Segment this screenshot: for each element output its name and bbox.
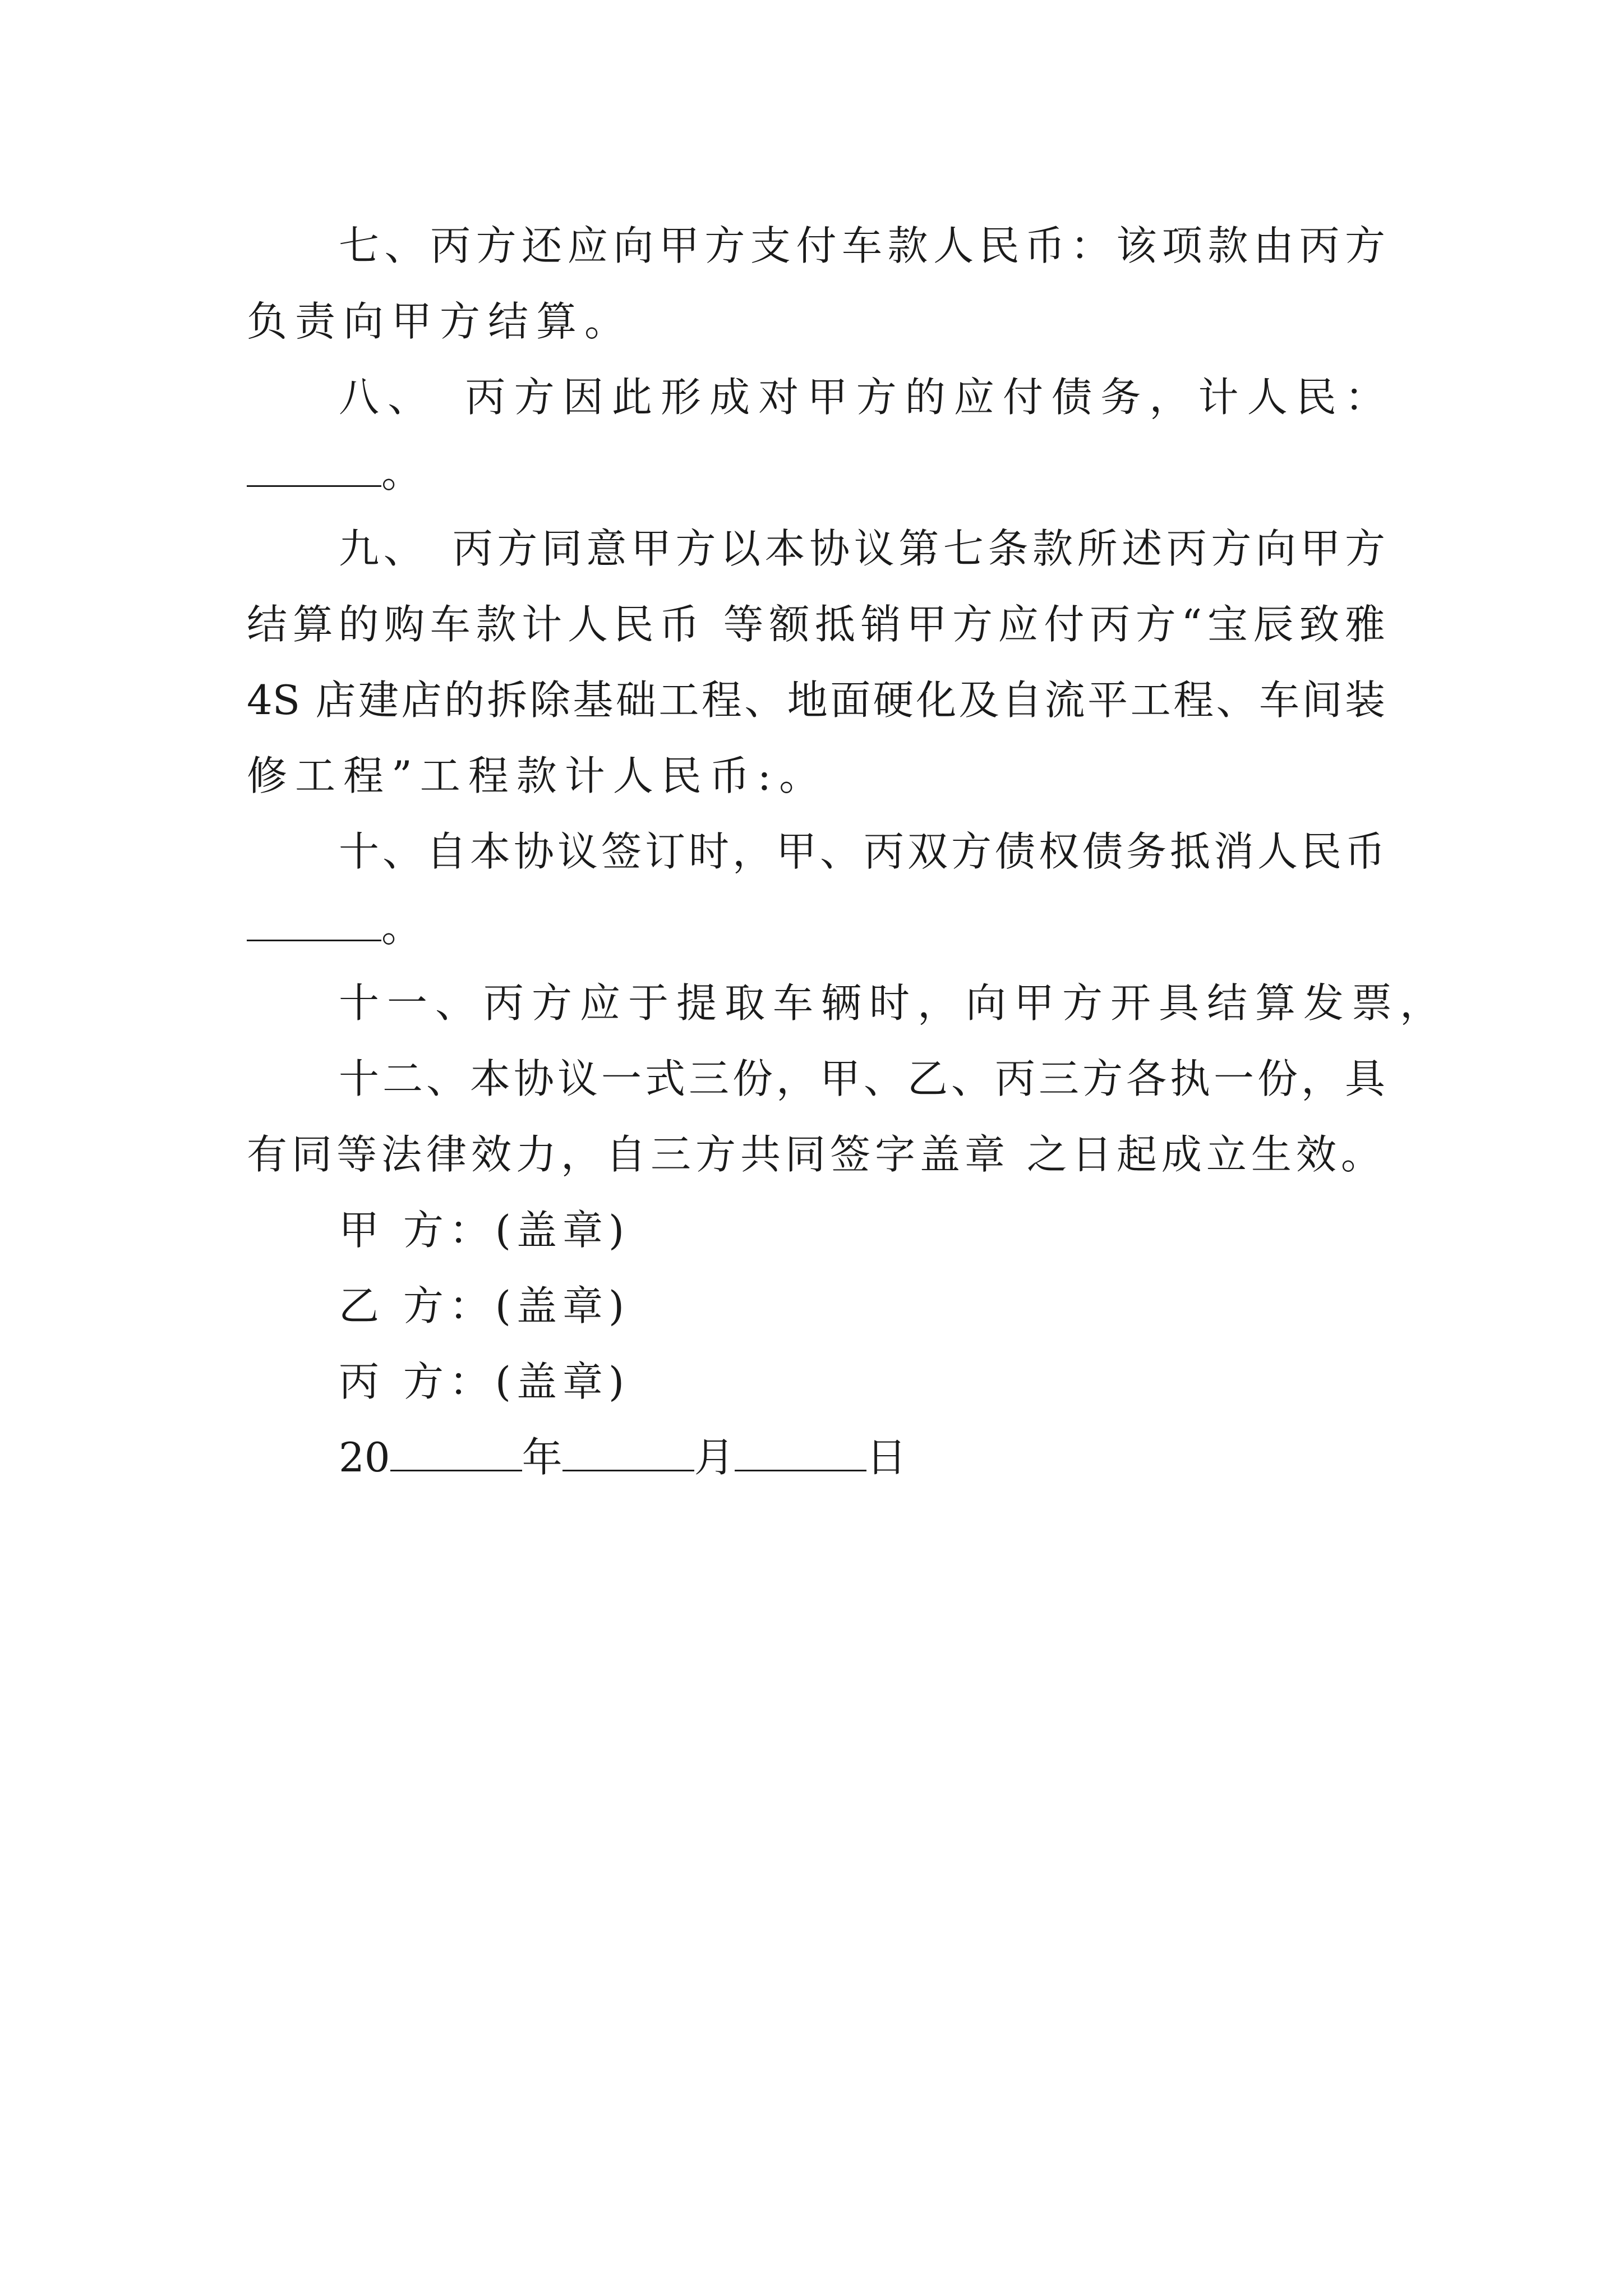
clause-12-line-2: 有同等法律效力，自三方共同签字盖章 之日起成立生效。 [247, 1131, 1386, 1178]
clause-10-line-2 [247, 896, 1385, 958]
date-month: 月 [694, 1434, 735, 1481]
amount-blank [247, 906, 381, 941]
clause-11-line-1: 十一、丙方应于提取车辆时，向甲方开具结算发票， [339, 979, 1449, 1027]
clause-10-end: 。 [381, 904, 430, 951]
signature-party-a: 甲 方：(盖章) [339, 1207, 630, 1254]
date-year: 年 [522, 1434, 562, 1481]
clause-9-line-3: 4S 店建店的拆除基础工程、地面硬化及自流平工程、车间装 [247, 677, 1385, 724]
clause-9-line-2: 结算的购车款计人民币 等额抵销甲方应付丙方“宝辰致雅 [247, 601, 1385, 648]
clause-8-line-1: 八、 丙方因此形成对甲方的应付债务，计人民： [339, 374, 1385, 421]
clause-7-line-1: 七、丙方还应向甲方支付车款人民币：该项款由丙方 [339, 222, 1385, 269]
signature-party-c: 丙 方：(盖章) [339, 1358, 630, 1405]
date-day: 日 [866, 1434, 907, 1481]
clause-9-line-1: 九、 丙方同意甲方以本协议第七条款所述丙方向甲方 [339, 525, 1385, 572]
signature-party-b: 乙 方：(盖章) [339, 1282, 630, 1329]
clause-8-line-2 [247, 442, 1385, 504]
amount-blank [247, 452, 381, 487]
day-blank [735, 1436, 866, 1471]
date-line [339, 1427, 1385, 1488]
year-blank [390, 1436, 522, 1471]
clause-10-line-1: 十、自本协议签订时，甲、丙双方债权债务抵消人民币 [339, 828, 1385, 875]
clause-9-line-4: 修工程”工程款计人民币:。 [247, 752, 828, 799]
clause-7-line-2: 负责向甲方结算。 [247, 298, 633, 345]
month-blank [562, 1436, 694, 1471]
clause-8-end: 。 [381, 449, 430, 496]
date-prefix: 20 [339, 1434, 390, 1481]
clause-12-line-1: 十二、本协议一式三份，甲、乙、丙三方各执一份，具 [339, 1055, 1385, 1102]
